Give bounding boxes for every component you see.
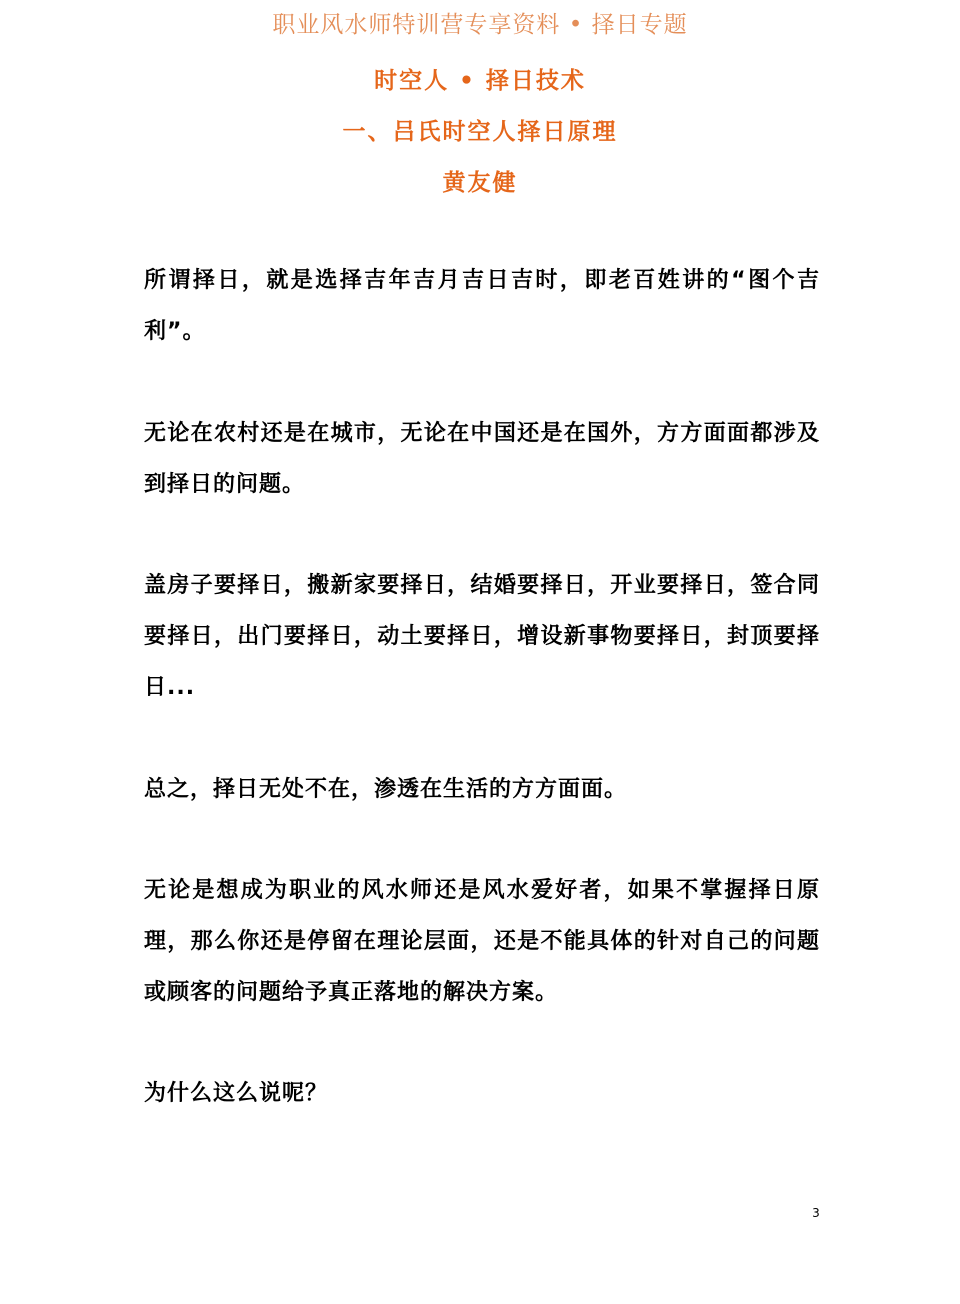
running-header: 职业风水师特训营专享资料 • 择日专题 [272, 12, 688, 38]
section-heading: 一、吕氏时空人择日原理 [342, 119, 618, 145]
paragraph: 为什么这么说呢？ [144, 1081, 329, 1106]
page-number: 3 [812, 1206, 820, 1220]
paragraph: 总之，择日无处不在，渗透在生活的方方面面。 [144, 777, 628, 802]
paragraph: 无论在农村还是在城市，无论在中国还是在国外，方方面面都涉及到择日的问题。 [144, 421, 820, 497]
paragraph: 无论是想成为职业的风水师还是风水爱好者，如果不掌握择日原理，那么你还是停留在理论层面，还是不能具体的针对自己的问题或顾客的问题给予真正落地的解决方案。 [144, 878, 820, 1005]
paragraph: 所谓择日，就是选择吉年吉月吉日吉时，即老百姓讲的“图个吉利”。 [144, 268, 820, 344]
paragraph: 盖房子要择日，搬新家要择日，结婚要择日，开业要择日，签合同要择日，出门要择日，动土要择日，增设新事物要择日，封顶要择日... [144, 573, 820, 700]
document-title: 时空人 • 择日技术 [374, 68, 586, 94]
author-name: 黄友健 [442, 170, 518, 196]
